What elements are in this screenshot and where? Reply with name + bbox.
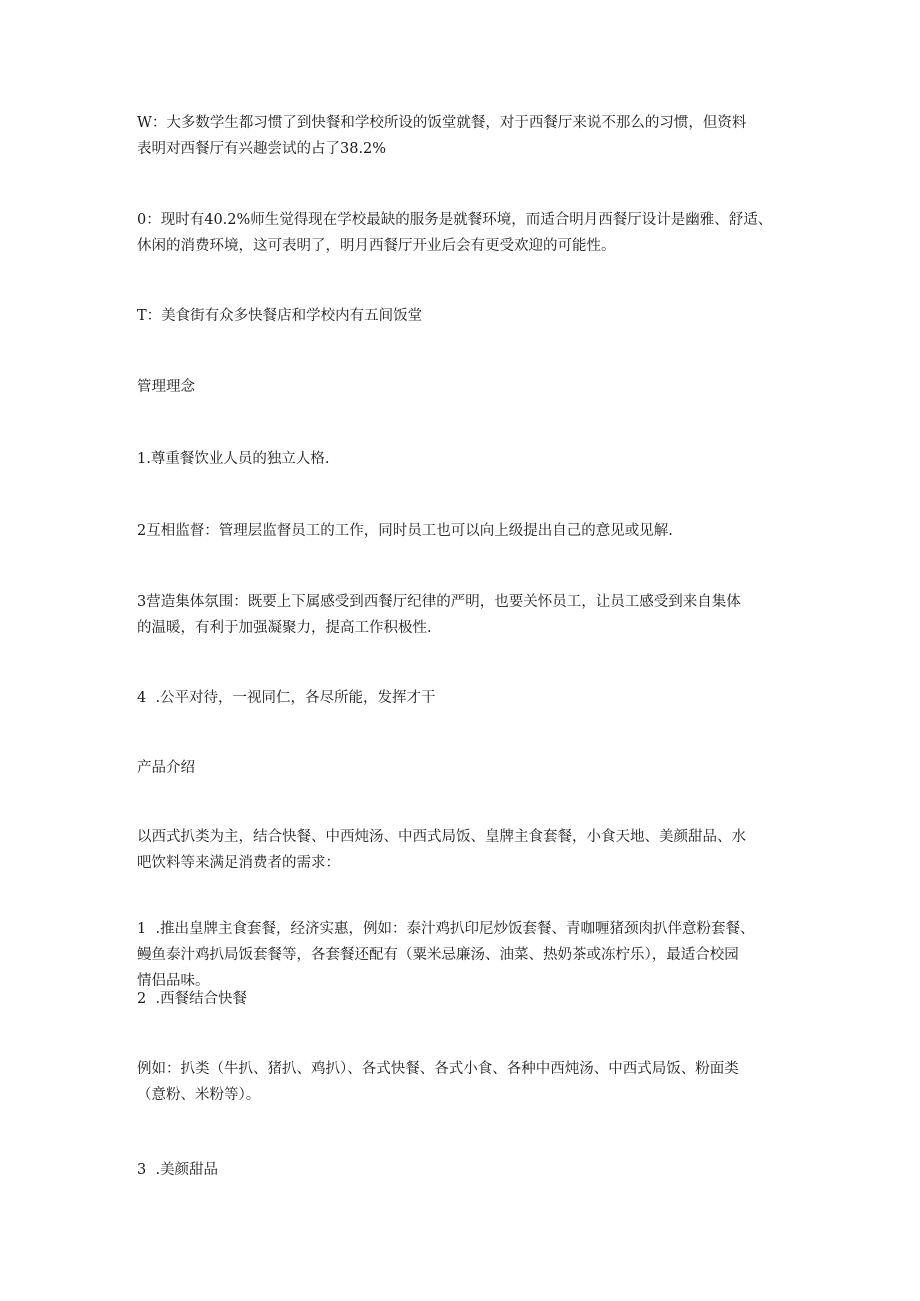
heading-text: 产品介绍 xyxy=(137,760,195,776)
paragraph-threat xyxy=(137,303,797,329)
list-item-product-1 xyxy=(137,916,797,994)
text-line: 例如：扒类（牛扒、猪扒、鸡扒）、各式快餐、各式小食、各种中西炖汤、中西式局饭、粉面类 xyxy=(137,1061,739,1077)
list-item-product-3 xyxy=(137,1157,797,1183)
text-line: 1.尊重餐饮业人员的独立人格. xyxy=(137,451,330,467)
text-line: 吧饮料等来满足消费者的需求： xyxy=(137,855,340,871)
list-item-management-3 xyxy=(137,589,797,641)
list-item-product-2 xyxy=(137,986,797,1012)
section-heading-product xyxy=(137,755,797,781)
text-line: W：大多数学生都习惯了到快餐和学校所设的饭堂就餐，对于西餐厅来说不那么的习惯，但资料 xyxy=(137,115,747,131)
text-line: 2 .西餐结合快餐 xyxy=(137,991,248,1007)
section-heading-management xyxy=(137,374,797,400)
text-line: 2互相监督：管理层监督员工的工作，同时员工也可以向上级提出自己的意见或见解. xyxy=(137,523,673,539)
text-line: （意粉、米粉等）。 xyxy=(137,1087,261,1103)
text-line: 的温暖，有利于加强凝聚力，提高工作积极性. xyxy=(137,620,432,636)
text-line: 1 .推出皇牌主食套餐，经济实惠，例如：泰汁鸡扒印尼炒饭套餐、青咖喱猪颈肉扒伴意粉套餐、 xyxy=(137,921,755,937)
text-line: 以西式扒类为主，结合快餐、中西炖汤、中西式局饭、皇牌主食套餐，小食天地、美颜甜品、水 xyxy=(137,829,746,845)
list-item-management-1 xyxy=(137,446,797,472)
text-line: 4 .公平对待，一视同仁，各尽所能，发挥才干 xyxy=(137,690,436,706)
text-line: 休闲的消费环境，这可表明了，明月西餐厅开业后会有更受欢迎的可能性。 xyxy=(137,238,616,254)
text-line: 3 .美颜甜品 xyxy=(137,1162,219,1178)
text-line: 3营造集体氛围：既要上下属感受到西餐厅纪律的严明，也要关怀员工，让员工感受到来自集体 xyxy=(137,594,741,610)
paragraph-opportunity xyxy=(137,207,797,259)
text-line: T：美食街有众多快餐店和学校内有五间饭堂 xyxy=(137,308,423,324)
text-line: 情侣品味。 xyxy=(137,973,210,989)
text-line: 0：现时有40.2%师生觉得现在学校最缺的服务是就餐环境，而适合明月西餐厅设计是幽雅、舒适、 xyxy=(137,212,773,228)
text-line: 表明对西餐厅有兴趣尝试的占了38.2% xyxy=(137,141,387,157)
list-item-management-4 xyxy=(137,685,797,711)
heading-text: 管理理念 xyxy=(137,379,195,395)
text-line: 鳗鱼泰汁鸡扒局饭套餐等，各套餐还配有（粟米忌廉汤、油菜、热奶茶或冻柠乐），最适合校园 xyxy=(137,947,739,963)
list-item-management-2 xyxy=(137,518,797,544)
paragraph-weakness xyxy=(137,110,797,162)
paragraph-product-intro xyxy=(137,824,797,876)
paragraph-product-2-example xyxy=(137,1056,797,1108)
